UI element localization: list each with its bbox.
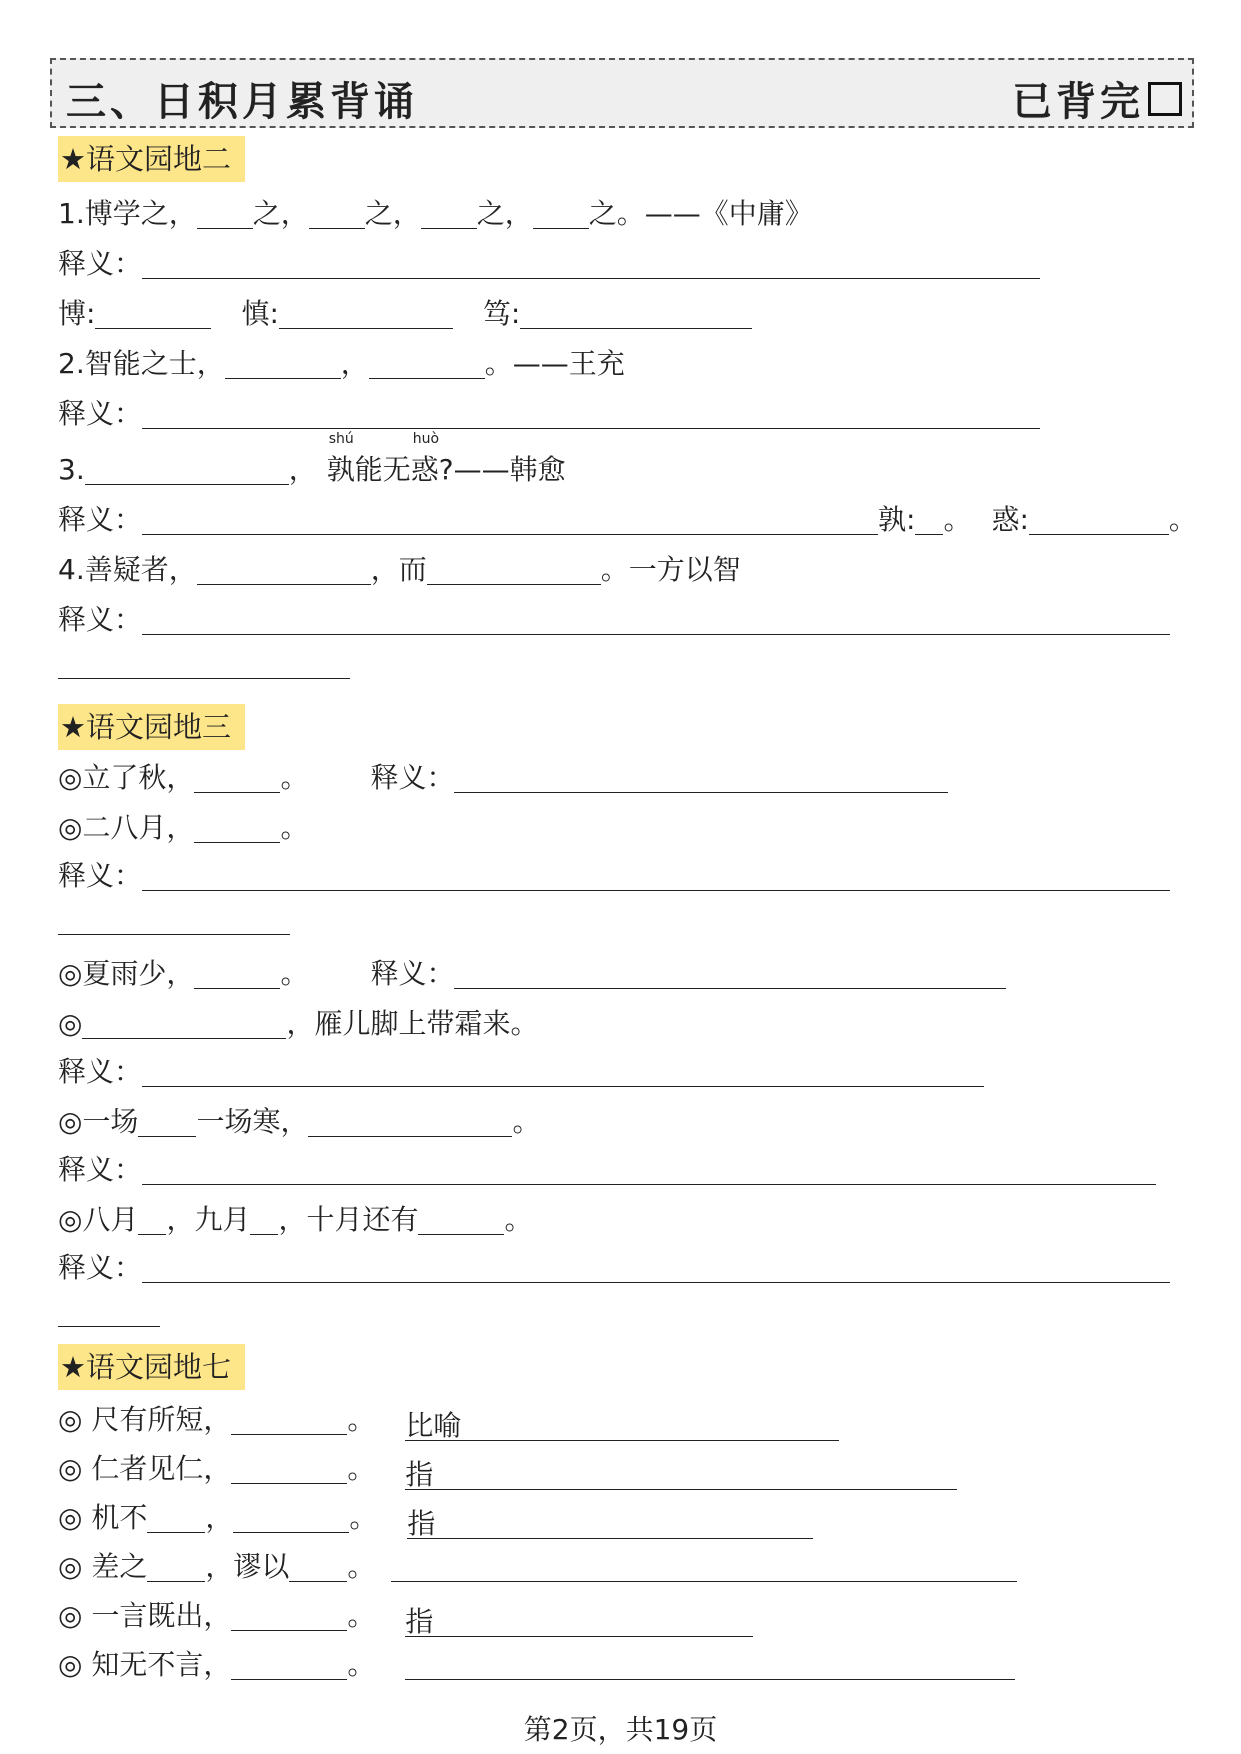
a4-text: ，雁儿脚上带霜来。: [286, 1007, 539, 1040]
a6-text: ◎八月: [58, 1203, 139, 1236]
blank[interactable]: [85, 454, 289, 485]
a4-meaning: [58, 1052, 984, 1092]
a5-text: ◎一场: [58, 1105, 139, 1138]
ruby-shu: [326, 431, 355, 490]
b1-text: ◎ 尺有所短，: [58, 1403, 232, 1436]
blank[interactable]: [138, 1106, 196, 1137]
meaning-blank[interactable]: [142, 248, 1040, 279]
q4-text: ，而: [370, 553, 427, 586]
b3-line: [58, 1498, 813, 1538]
q2-line: [58, 344, 625, 384]
blank[interactable]: [231, 1404, 347, 1435]
meaning-blank[interactable]: [142, 860, 1170, 891]
punct: 。: [280, 957, 309, 990]
punct: 。: [512, 1105, 541, 1138]
a5-line: [58, 1102, 540, 1142]
b6-answer[interactable]: [405, 1645, 1015, 1680]
meaning-label: 释义：: [370, 957, 455, 990]
done-checkbox-label[interactable]: [1012, 70, 1182, 127]
punct: 。: [347, 1452, 376, 1485]
a6-line: [58, 1200, 532, 1240]
b2-prefix: 指: [405, 1458, 434, 1491]
blank[interactable]: [289, 1551, 347, 1582]
blank[interactable]: [138, 1204, 166, 1235]
pinyin: huò: [412, 431, 440, 447]
b2-text: ◎ 仁者见仁，: [58, 1452, 232, 1485]
q2-text: ，: [340, 347, 369, 380]
section-title-yuwen-2: ★语文园地二: [58, 136, 245, 182]
a2-line: [58, 808, 308, 848]
b5-line: [58, 1596, 753, 1636]
meaning-blank[interactable]: [142, 604, 1170, 635]
blank[interactable]: [194, 812, 280, 843]
meaning-label: 释义：: [58, 603, 143, 636]
b3-prefix: 指: [407, 1507, 436, 1540]
meaning-blank-continued[interactable]: [58, 1324, 160, 1327]
word-label: 博:: [58, 297, 96, 330]
meaning-blank[interactable]: [142, 504, 878, 535]
blank[interactable]: [915, 504, 943, 535]
a5-meaning: [58, 1150, 1156, 1190]
q1-text: 1.博学之，: [58, 197, 197, 230]
punct: 。: [347, 1550, 376, 1583]
meaning-blank[interactable]: [142, 398, 1040, 429]
q1-meaning: [58, 244, 1040, 284]
a3-line: [58, 954, 1006, 994]
blank[interactable]: [421, 198, 477, 229]
blank[interactable]: [147, 1502, 205, 1533]
b4-text: ，谬以: [205, 1550, 290, 1583]
q3-text: 3.: [58, 453, 85, 486]
q1-text: 之，: [476, 197, 533, 230]
word-label: 孰:: [878, 503, 916, 536]
b3-answer[interactable]: [407, 1504, 813, 1539]
punct: 。: [280, 811, 309, 844]
blank[interactable]: [197, 198, 253, 229]
meaning-label: 释义：: [58, 503, 143, 536]
punct: 。: [347, 1403, 376, 1436]
a1-text: ◎立了秋，: [58, 761, 195, 794]
ruby-char: 孰: [326, 453, 355, 486]
done-label: 已背完: [1012, 78, 1144, 125]
blank[interactable]: [233, 1502, 349, 1533]
a1-line: [58, 758, 948, 798]
a4-line: [58, 1004, 538, 1044]
blank[interactable]: [1029, 504, 1169, 535]
b1-line: [58, 1400, 839, 1440]
q2-text: 。——王充: [484, 347, 625, 380]
b4-answer[interactable]: [391, 1547, 1017, 1582]
blank[interactable]: [231, 1453, 347, 1484]
meaning-label: 释义：: [58, 1251, 143, 1284]
blank[interactable]: [533, 198, 589, 229]
b5-prefix: 指: [405, 1605, 434, 1638]
pinyin: shú: [328, 431, 354, 447]
meaning-label: 释义：: [58, 1153, 143, 1186]
b4-text: ◎ 差之: [58, 1550, 148, 1583]
meaning-label: 释义：: [58, 397, 143, 430]
meaning-blank[interactable]: [142, 1252, 1170, 1283]
blank[interactable]: [520, 298, 752, 329]
q3-meaning: [58, 500, 1197, 540]
q4-meaning: [58, 600, 1170, 640]
punct: 。: [504, 1203, 533, 1236]
punct: 。: [1168, 503, 1197, 536]
meaning-label: 释义：: [58, 1055, 143, 1088]
q4-text: 4.善疑者，: [58, 553, 197, 586]
q2-meaning: [58, 394, 1040, 434]
a2-meaning: [58, 856, 1170, 896]
header-title: 三、日积月累背诵: [66, 78, 418, 125]
b1-prefix: 比喻: [405, 1409, 462, 1442]
blank[interactable]: [197, 554, 371, 585]
q3-line: [58, 431, 566, 490]
a6-meaning: [58, 1248, 1170, 1288]
blank[interactable]: [147, 1551, 205, 1582]
a6-text: ，十月还有: [278, 1203, 419, 1236]
word-label: 惑:: [991, 503, 1029, 536]
q1-line: [58, 194, 813, 234]
punct: 。: [347, 1648, 376, 1681]
word-label: 笃:: [482, 297, 521, 330]
word-label: 慎:: [241, 297, 279, 330]
blank[interactable]: [250, 1204, 278, 1235]
meaning-blank[interactable]: [454, 762, 948, 793]
q3-text: ?——韩愈: [438, 453, 566, 486]
punct: 。: [349, 1501, 378, 1534]
punct: 。: [347, 1599, 376, 1632]
meaning-blank-continued[interactable]: [58, 676, 350, 679]
blank[interactable]: [194, 958, 280, 989]
blank[interactable]: [308, 1106, 512, 1137]
blank[interactable]: [309, 198, 365, 229]
q3-text: ，: [288, 453, 317, 486]
a4-text: ◎: [58, 1007, 83, 1040]
q4-text: 。一方以智: [600, 553, 741, 586]
b6-line: [58, 1645, 1015, 1685]
section-title-yuwen-7: ★语文园地七: [58, 1344, 245, 1390]
blank[interactable]: [231, 1649, 347, 1680]
meaning-label: 释义：: [58, 859, 143, 892]
done-checkbox[interactable]: [1148, 82, 1182, 116]
blank[interactable]: [231, 1600, 347, 1631]
punct: 。: [280, 761, 309, 794]
b5-text: ◎ 一言既出，: [58, 1599, 232, 1632]
a6-text: ，九月: [166, 1203, 251, 1236]
b6-text: ◎ 知无不言，: [58, 1648, 232, 1681]
q1-text: 之，: [252, 197, 309, 230]
q3-text: 能无: [354, 453, 411, 486]
b2-answer[interactable]: [405, 1455, 957, 1490]
meaning-blank[interactable]: [454, 958, 1006, 989]
a3-text: ◎夏雨少，: [58, 957, 195, 990]
q2-text: 2.智能之士，: [58, 347, 225, 380]
meaning-label: 释义：: [58, 247, 143, 280]
b5-answer[interactable]: [405, 1602, 753, 1637]
blank[interactable]: [418, 1204, 504, 1235]
q1-text: 之。——《中庸》: [588, 197, 813, 230]
blank[interactable]: [95, 298, 211, 329]
b3-text: ◎ 机不: [58, 1501, 148, 1534]
q1-words: [58, 294, 752, 334]
meaning-blank-continued[interactable]: [58, 932, 290, 935]
q1-text: 之，: [364, 197, 421, 230]
page-number: 第2页，共19页: [523, 1713, 718, 1746]
punct: 。: [943, 503, 972, 536]
blank[interactable]: [194, 762, 280, 793]
a5-text: 一场寒，: [196, 1105, 309, 1138]
meaning-blank[interactable]: [142, 1154, 1156, 1185]
blank[interactable]: [427, 554, 601, 585]
blank[interactable]: [279, 298, 453, 329]
b4-line: [58, 1547, 1017, 1587]
b2-line: [58, 1449, 957, 1489]
q4-line: [58, 550, 741, 590]
b1-answer[interactable]: [405, 1406, 839, 1441]
meaning-label: 释义：: [370, 761, 455, 794]
b3-text: ，: [205, 1501, 234, 1534]
ruby-char: 惑: [410, 453, 439, 486]
a2-text: ◎二八月，: [58, 811, 195, 844]
blank[interactable]: [82, 1008, 286, 1039]
blank[interactable]: [225, 348, 341, 379]
section-header: [50, 58, 1194, 128]
blank[interactable]: [369, 348, 485, 379]
ruby-huo: [410, 431, 440, 490]
section-title-yuwen-3: ★语文园地三: [58, 704, 245, 750]
meaning-blank[interactable]: [142, 1056, 984, 1087]
